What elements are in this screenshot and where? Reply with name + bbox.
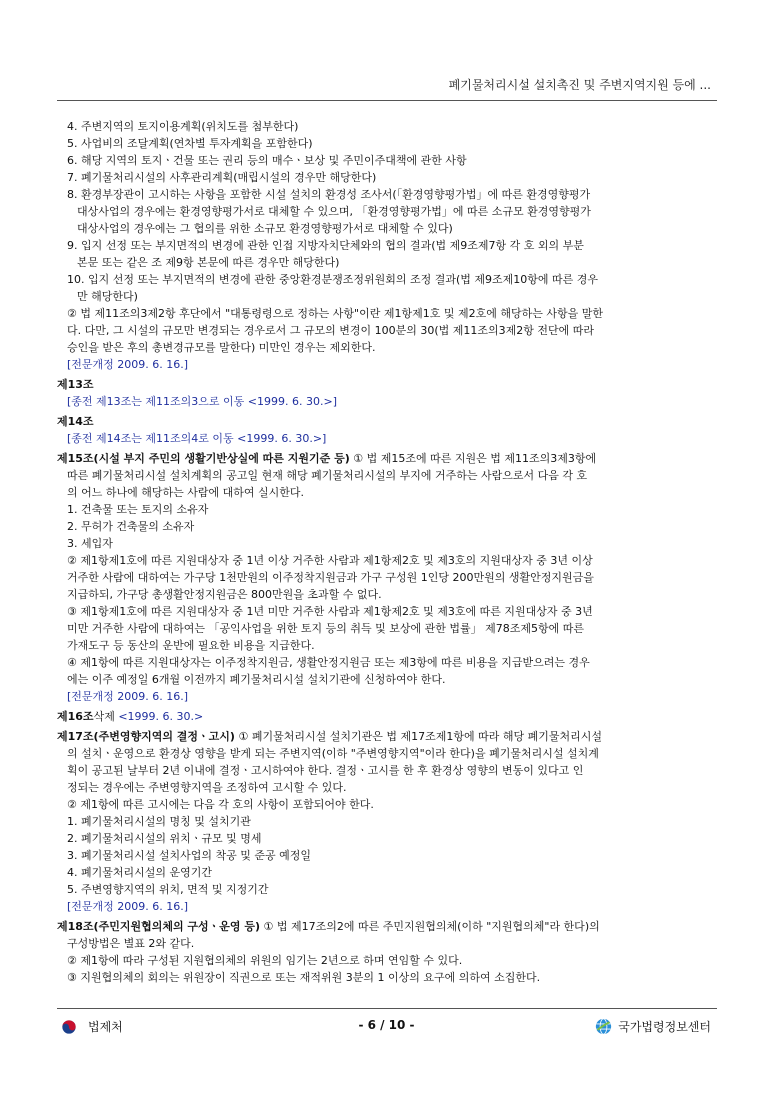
footer-right (595, 1018, 711, 1035)
document-title: 폐기물처리시설 설치촉진 및 주변지역지원 등에 ... (448, 78, 711, 92)
paragraph-line: 가재도구 등 동산의 운반에 필요한 비용을 지급한다. (67, 639, 315, 652)
paragraph-text: ① 폐기물처리시설 설치기관은 법 제17조제1항에 따라 해당 폐기물처리시설 (234, 730, 602, 743)
paragraph-line: 본문 또는 같은 조 제9항 본문에 따른 경우만 해당한다) (77, 256, 340, 269)
footer-divider (57, 1008, 717, 1009)
article-heading: 제18조(주민지원협의체의 구성ㆍ운영 등) (57, 920, 261, 933)
paragraph-line: 4. 주변지역의 토지이용계획(위치도를 첨부한다) (67, 120, 299, 133)
article-17-first-line (57, 728, 717, 745)
amendment-note: [전문개정 2009. 6. 16.] (67, 690, 189, 703)
amendment-note: [전문개정 2009. 6. 16.] (67, 358, 189, 371)
paragraph-line: 만 해당한다) (77, 290, 138, 303)
article-heading: 제13조 (57, 378, 94, 391)
page-number: - 6 / 10 - (358, 1018, 415, 1032)
paragraph-line: 지급하되, 가구당 총생활안정지원금은 800만원을 초과할 수 없다. (67, 588, 382, 601)
paragraph-line: 따른 폐기물처리시설 설치계획의 공고일 현재 해당 폐기물처리시설의 부지에 거주하는 사람으로서 다음 각 호 (67, 469, 588, 482)
paragraph-line: 의 어느 하나에 해당하는 사람에 대하여 실시한다. (67, 486, 304, 499)
paragraph-line: 2. 무허가 건축물의 소유자 (67, 520, 195, 533)
paragraph-line: ② 제1항에 따른 고시에는 다음 각 호의 사항이 포함되어야 한다. (67, 798, 374, 811)
paragraph-line: 에는 이주 예정일 6개월 이전까지 폐기물처리시설 설치기관에 신청하여야 한다. (67, 673, 446, 686)
paragraph-line: 5. 사업비의 조달계획(연차별 투자계획을 포함한다) (67, 137, 313, 150)
paragraph-line: 다. 다만, 그 시설의 규모만 변경되는 경우로서 그 규모의 변경이 100분의 30(법 제11조의3제2항 전단에 따라 (67, 324, 595, 337)
paragraph-line: 대상사업의 경우에는 환경영향평가서로 대체할 수 있으며, 「환경영향평가법」에 따른 소규모 환경영향평가 (77, 205, 591, 218)
paragraph-line: ② 법 제11조의3제2항 후단에서 "대통령령으로 정하는 사항"이란 제1항제1호 및 제2호에 해당하는 사항을 말한 (67, 307, 603, 320)
paragraph-line: 미만 거주한 사람에 대하여는 「공익사업을 위한 토지 등의 취득 및 보상에 관한 법률」 제78조제5항에 따른 (67, 622, 584, 635)
article-heading: 제17조(주변영향지역의 결정ㆍ고시) (57, 730, 235, 743)
paragraph-line: ④ 제1항에 따른 지원대상자는 이주정착지원금, 생활안정지원금 또는 제3항에 따른 비용을 지급받으려는 경우 (67, 656, 590, 669)
paragraph-line: ③ 제1항제1호에 따른 지원대상자 중 1년 미만 거주한 사람과 제1항제2호 및 제3호에 따른 지원대상자 중 3년 (67, 605, 593, 618)
paragraph-line: 거주한 사람에 대하여는 가구당 1천만원의 이주정착지원금과 가구 구성원 1인당 200만원의 생활안정지원금을 (67, 571, 594, 584)
paragraph-line: 9. 입지 선정 또는 부지면적의 변경에 관한 인접 지방자치단체와의 협의 결과(법 제9조제7항 각 호 외의 부분 (67, 239, 584, 252)
paragraph-line: ② 제1항에 따라 구성된 지원협의체의 위원의 임기는 2년으로 하며 연임할 수 있다. (67, 954, 463, 967)
paragraph-text: ① 법 제17조의2에 따른 주민지원협의체(이하 "지원협의체"라 한다)의 (260, 920, 600, 933)
header-divider (57, 100, 717, 101)
amendment-note: [종전 제14조는 제11조의4로 이동 <1999. 6. 30.>] (67, 432, 327, 445)
paragraph-line: 대상사업의 경우에는 그 협의를 위한 소규모 환경영향평가서로 대체할 수 있다) (77, 222, 453, 235)
paragraph-line: ② 제1항제1호에 따른 지원대상자 중 1년 이상 거주한 사람과 제1항제2호 및 제3호의 지원대상자 중 3년 이상 (67, 554, 593, 567)
paragraph-line: 의 설치ㆍ운영으로 환경상 영향을 받게 되는 주변지역(이하 "주변영향지역"이라 한다)을 폐기물처리시설 설치계 (67, 747, 599, 760)
paragraph-text: ① 법 제15조에 따른 지원은 법 제11조의3제3항에 (349, 452, 597, 465)
document-body (57, 118, 717, 986)
globe-icon (595, 1018, 612, 1035)
paragraph-line: 5. 주변영향지역의 위치, 면적 및 지정기간 (67, 883, 269, 896)
paragraph-line: 7. 폐기물처리시설의 사후관리계획(매립시설의 경우만 해당한다) (67, 171, 377, 184)
paragraph-line: 10. 입지 선정 또는 부지면적의 변경에 관한 중앙환경분쟁조정위원회의 조정 결과(법 제9조제10항에 따른 경우 (67, 273, 599, 286)
article-16-line (57, 708, 717, 725)
paragraph-line: 8. 환경부장관이 고시하는 사항을 포함한 시설 설치의 환경성 조사서(「환경영향평가법」에 따른 환경영향평가 (67, 188, 591, 201)
paragraph-line: 1. 건축물 또는 토지의 소유자 (67, 503, 209, 516)
article-heading: 제16조 (57, 710, 94, 723)
paragraph-line: 획이 공고된 날부터 2년 이내에 결정ㆍ고시하여야 한다. 결정ㆍ고시를 한 후 환경상 영향의 변동이 있다고 인 (67, 764, 584, 777)
article-15-first-line (57, 450, 717, 467)
paragraph-line: 구성방법은 별표 2와 같다. (67, 937, 195, 950)
amendment-note: [종전 제13조는 제11조의3으로 이동 <1999. 6. 30.>] (67, 395, 337, 408)
footer-agency-label: 법제처 (88, 1020, 123, 1034)
paragraph-line: 4. 폐기물처리시설의 운영기간 (67, 866, 212, 879)
deletion-date: <1999. 6. 30.> (114, 710, 204, 723)
paragraph-line: 3. 세입자 (67, 537, 113, 550)
paragraph-line: 승인을 받은 후의 총변경규모를 말한다) 미만인 경우는 제외한다. (67, 341, 376, 354)
paragraph-line: 6. 해당 지역의 토지ㆍ건물 또는 권리 등의 매수ㆍ보상 및 주민이주대책에 관한 사항 (67, 154, 467, 167)
paragraph-line: 3. 폐기물처리시설 설치사업의 착공 및 준공 예정일 (67, 849, 311, 862)
paragraph-line: 1. 폐기물처리시설의 명칭 및 설치기관 (67, 815, 251, 828)
article-heading: 제15조(시설 부지 주민의 생활기반상실에 따른 지원기준 등) (57, 452, 350, 465)
deleted-label: 삭제 (93, 710, 115, 723)
paragraph-line: 2. 폐기물처리시설의 위치ㆍ규모 및 명세 (67, 832, 262, 845)
article-18-first-line (57, 918, 717, 935)
article-heading: 제14조 (57, 415, 94, 428)
paragraph-line: 정되는 경우에는 주변영향지역을 조정하여 고시할 수 있다. (67, 781, 347, 794)
amendment-note: [전문개정 2009. 6. 16.] (67, 900, 189, 913)
paragraph-line: ③ 지원협의체의 회의는 위원장이 직권으로 또는 재적위원 3분의 1 이상의 요구에 의하여 소집한다. (67, 971, 541, 984)
footer-center-label: 국가법령정보센터 (618, 1020, 711, 1034)
